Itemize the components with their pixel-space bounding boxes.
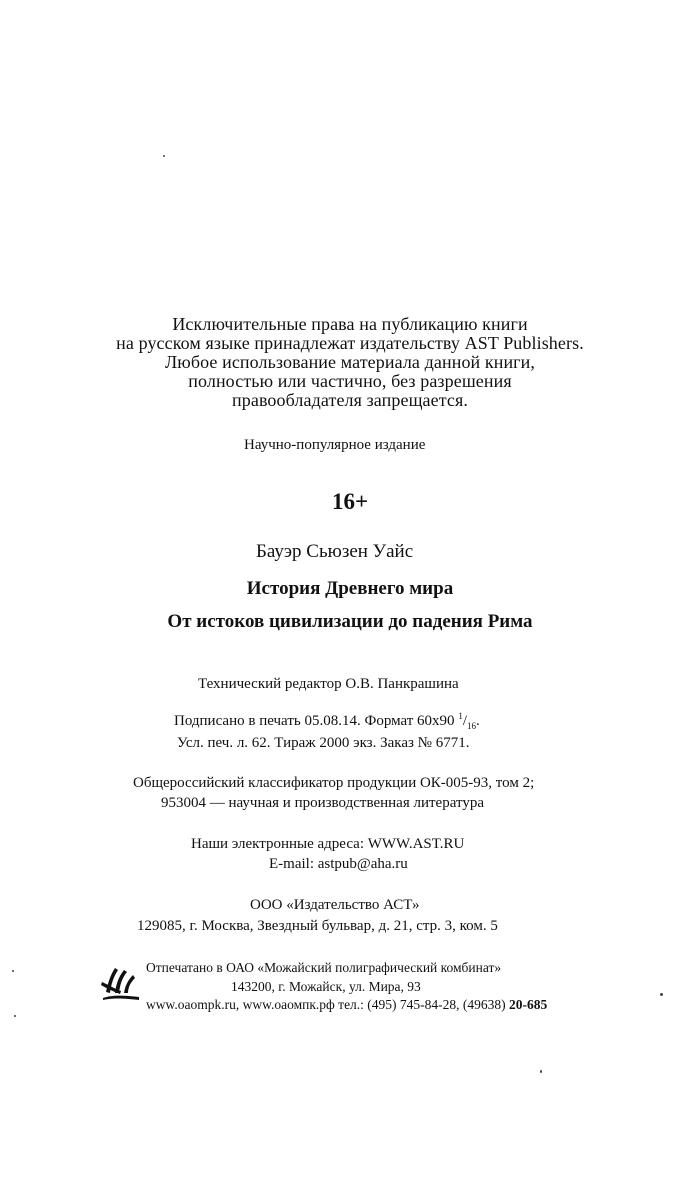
classifier-line-2: 953004 — научная и производственная литература <box>161 795 484 811</box>
printer-contacts: www.oaompk.ru, www.оаомпк.рф тел.: (495) 745-84-28, (49638) <box>146 997 510 1012</box>
rights-notice-line-2: на русском языке принадлежат издательству AST Publishers. <box>116 333 584 353</box>
scan-speck <box>12 970 14 972</box>
format-fraction-denominator: 16 <box>466 721 476 731</box>
print-signed-info: Подписано в печать 05.08.14. Формат 60х90 $^1/_{16}$. <box>174 711 480 731</box>
scan-speck <box>14 1015 16 1017</box>
rights-notice-line-1: Исключительные права на публикацию книги <box>172 314 528 334</box>
tech-editor: Технический редактор О.В. Панкрашина <box>198 676 459 692</box>
scan-speck <box>660 993 663 996</box>
contacts-web: Наши электронные адреса: WWW.AST.RU <box>191 836 465 852</box>
print-signed-text: Подписано в печать 05.08.14. Формат 60х90 <box>174 713 455 729</box>
book-subtitle: От истоков цивилизации до падения Рима <box>167 611 533 632</box>
printer-line-1: Отпечатано в ОАО «Можайский полиграфический комбинат» <box>146 960 502 975</box>
book-title: История Древнего мира <box>246 578 454 599</box>
printer-phone-end: 20-685 <box>509 997 548 1012</box>
classifier-line-1: Общероссийский классификатор продукции ОК-005-93, том 2; <box>133 775 535 791</box>
printer-line-2: 143200, г. Можайск, ул. Мира, 93 <box>231 979 421 994</box>
rights-notice-line-5: правообладателя запрещается. <box>232 390 468 410</box>
rights-notice-line-3: Любое использование материала данной книги, <box>164 352 535 372</box>
age-rating: 16+ <box>331 489 369 514</box>
scan-speck <box>163 155 165 157</box>
publisher-address: 129085, г. Москва, Звездный бульвар, д. 21, стр. 3, ком. 5 <box>137 918 498 934</box>
printer-line-3 <box>146 997 547 1013</box>
author-name: Бауэр Сьюзен Уайс <box>256 541 414 562</box>
rights-notice-line-4: полностью или частично, без разрешения <box>188 371 512 391</box>
scan-speck <box>540 1070 542 1073</box>
genre-label: Научно-популярное издание <box>244 437 426 453</box>
publisher-name: ООО «Издательство АСТ» <box>250 897 420 913</box>
contacts-email: E-mail: astpub@aha.ru <box>269 856 408 872</box>
print-sheets-info: Усл. печ. л. 62. Тираж 2000 экз. Заказ № 6771. <box>177 735 470 751</box>
printer-logo-icon <box>101 962 141 1002</box>
format-fraction-numerator: 1 <box>458 711 463 721</box>
